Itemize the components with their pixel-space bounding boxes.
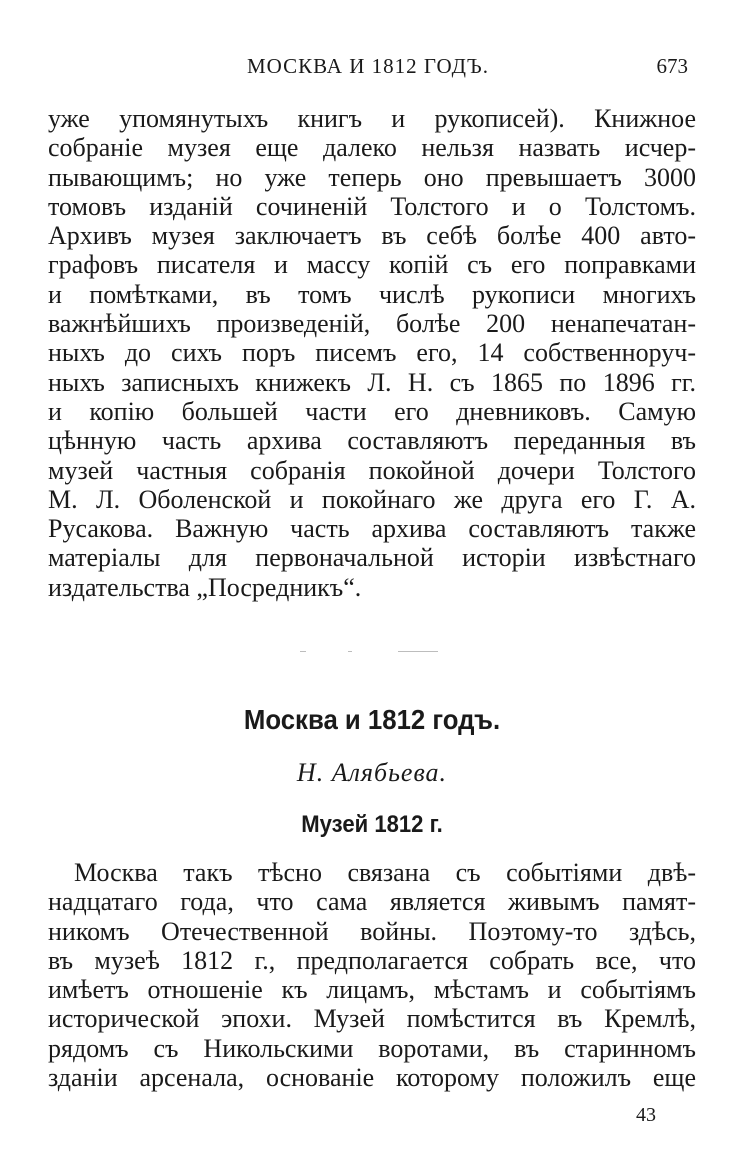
page-number: 673 <box>656 54 688 78</box>
text-line: М. Л. Оболенской и покойнаго же друга его Г. А. <box>48 484 696 514</box>
text-line: томовъ изданій сочиненій Толстого и о Толстомъ. <box>48 191 696 221</box>
signature-number: 43 <box>636 1104 656 1126</box>
text-line: никомъ Отечественной войны. Поэтому-то здѣсь, <box>48 916 696 946</box>
text-line: важнѣйшихъ произведеній, болѣе 200 ненапечатан- <box>48 309 696 339</box>
running-title: МОСКВА И 1812 ГОДЪ. <box>246 54 489 78</box>
running-head <box>48 54 688 88</box>
text-line: Москва такъ тѣсно связана съ событіями двѣ- <box>74 858 696 887</box>
top-paragraph <box>48 104 696 602</box>
text-line: и копію большей части его дневниковъ. Самую <box>48 396 696 426</box>
article-subtitle: Музей 1812 г. <box>301 811 443 838</box>
text-line: музей частныя собранія покойной дочери Толстого <box>48 455 696 485</box>
article-author: Н. Алябьева. <box>296 758 448 787</box>
section-separator <box>300 647 440 657</box>
text-line: графовъ писателя и массу копій съ его поправками <box>48 250 696 280</box>
article-paragraph <box>48 858 696 1092</box>
text-line: и помѣтками, въ томъ числѣ рукописи многихъ <box>48 279 696 309</box>
text-line: въ музеѣ 1812 г., предполагается собрать все, что <box>48 945 696 975</box>
article-title: Москва и 1812 годъ. <box>243 704 501 735</box>
text-line: издательства „Посредникъ“. <box>48 572 362 602</box>
text-line: ныхъ записныхъ книжекъ Л. Н. съ 1865 по 1896 гг. <box>48 367 696 397</box>
text-line: рядомъ съ Никольскими воротами, въ старинномъ <box>48 1033 696 1063</box>
text-line: Архивъ музея заключаетъ въ себѣ болѣе 400 авто- <box>48 221 696 251</box>
text-line: уже упомянутыхъ книгъ и рукописей). Книжное <box>48 104 696 133</box>
text-line: исторической эпохи. Музей помѣстится въ Кремлѣ, <box>48 1004 696 1034</box>
text-line: матеріалы для первоначальной исторіи извѣстнаго <box>48 543 696 573</box>
text-line: пывающимъ; но уже теперь оно превышаетъ 3000 <box>48 162 696 192</box>
text-line: имѣетъ отношеніе къ лицамъ, мѣстамъ и событіямъ <box>48 975 696 1005</box>
text-line: зданіи арсенала, основаніе которому положилъ еще <box>48 1063 696 1093</box>
text-line: Русакова. Важную часть архива составляютъ также <box>48 514 696 544</box>
text-line: цѣнную часть архива составляютъ переданныя въ <box>48 426 696 456</box>
text-line: ныхъ до сихъ поръ писемъ его, 14 собственноруч- <box>48 338 696 368</box>
text-line: собраніе музея еще далеко нельзя назвать исчер- <box>48 133 696 163</box>
text-line: надцатаго года, что сама является живымъ памят- <box>48 887 696 917</box>
